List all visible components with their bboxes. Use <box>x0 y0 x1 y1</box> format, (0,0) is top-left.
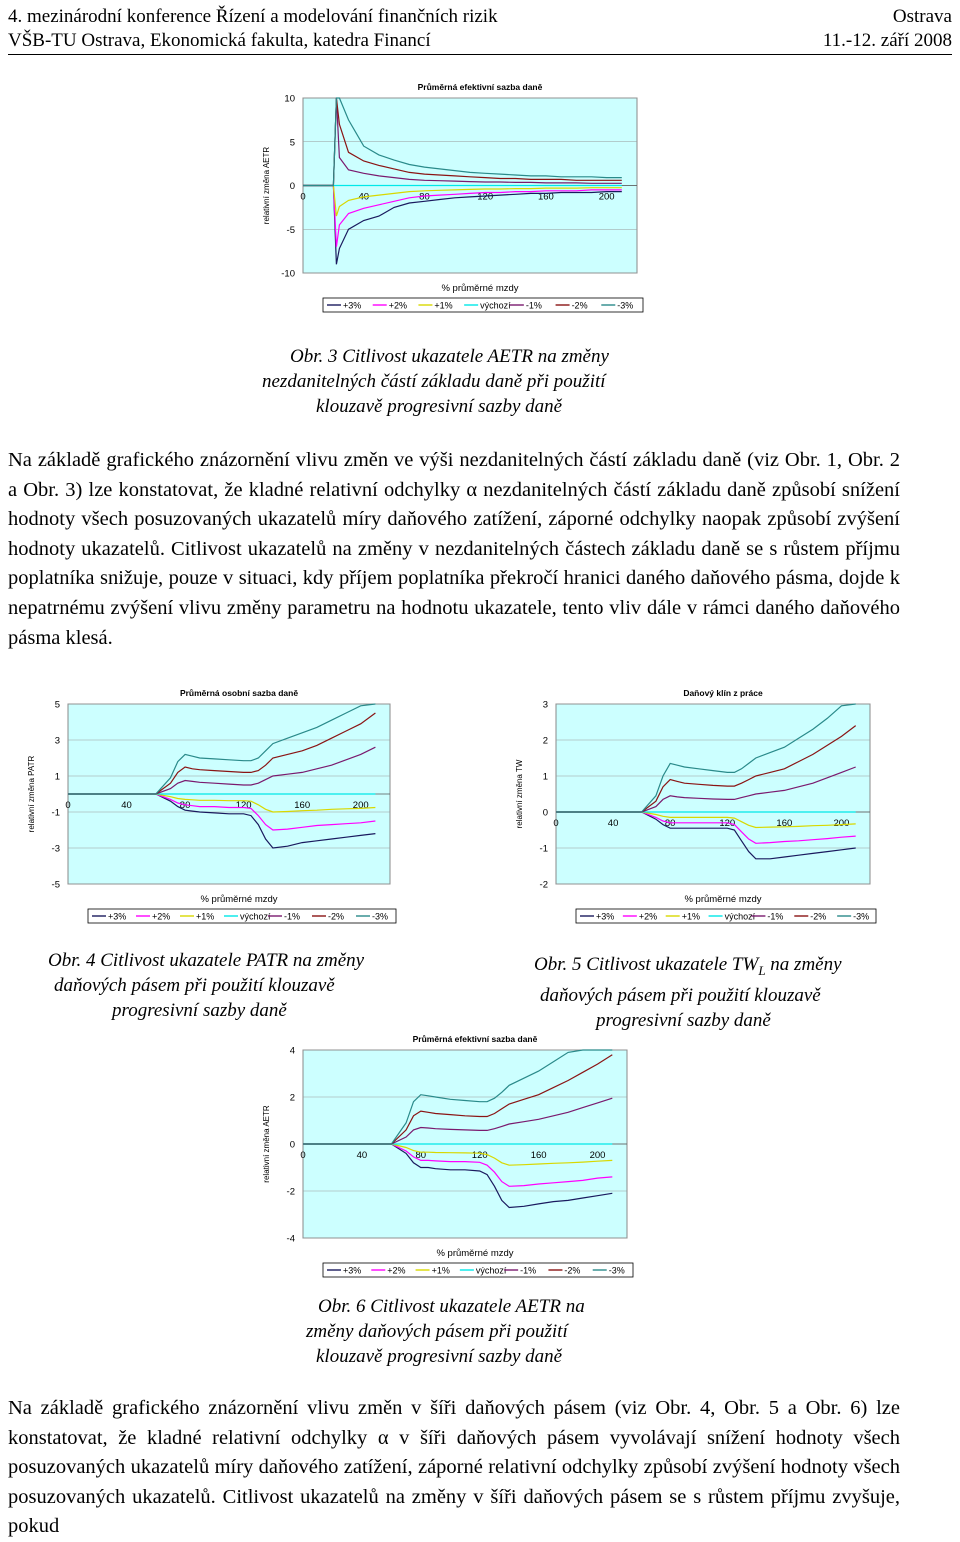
x-axis-label: % průměrné mzdy <box>436 1248 514 1259</box>
x-tick-label: 200 <box>598 191 615 203</box>
y-tick-label: 0 <box>289 181 295 192</box>
conference-date: 11.-12. září 2008 <box>822 30 952 51</box>
y-axis-label: relativní změna TW <box>515 759 524 829</box>
x-axis-label: % průměrné mzdy <box>200 894 278 905</box>
conference-header-line2 <box>8 30 952 52</box>
x-tick-label: 80 <box>419 191 430 203</box>
chart-fig6 <box>255 1030 655 1288</box>
caption-line: progresivní sazby daně <box>596 1009 771 1031</box>
conference-header-line1 <box>8 6 952 28</box>
x-tick-label: 120 <box>235 800 252 811</box>
y-tick-label: 10 <box>284 93 295 105</box>
y-tick-label: -4 <box>286 1233 295 1245</box>
legend-label: výchozí <box>724 911 756 922</box>
y-tick-label: -3 <box>51 843 60 855</box>
legend-label: +2% <box>638 911 658 922</box>
legend-label: +1% <box>196 911 215 922</box>
y-axis-label: relativní změna PATR <box>27 755 36 833</box>
legend-label: -2% <box>564 1265 581 1276</box>
legend-label: +3% <box>596 911 615 922</box>
legend-label: +2% <box>387 1265 406 1276</box>
caption-fig5 <box>534 952 914 1033</box>
y-tick-label: -5 <box>51 879 60 891</box>
y-tick-label: 5 <box>289 137 295 149</box>
y-tick-label: 2 <box>542 735 548 747</box>
legend-label: -2% <box>571 300 588 311</box>
y-tick-label: 3 <box>54 735 60 747</box>
y-tick-label: -10 <box>281 268 295 280</box>
legend-label: -2% <box>328 911 345 922</box>
legend-label: -1% <box>525 300 542 311</box>
caption-line: nezdanitelných částí základu daně při použití <box>262 371 606 392</box>
legend-label: výchozí <box>475 1265 507 1276</box>
chart-title: Daňový klín z práce <box>683 688 763 698</box>
paragraph-text: Na základě grafického znázornění vlivu změn ve výši nezdanitelných částí základu daně (viz Obr. 1, Obr. 2 a Obr. 3) lze konstatovat, že kladné relativní odchylky α nezdanitelných částí základu daně způsobí snížení hodnoty všech posuzovaných ukazatelů míry daňového zatížení, záporné odchylky naopak způsobí zvýšení hodnoty ukazatelů. Citlivost ukazatelů na změny v nezdanitelných částech základu daně se s růstem příjmu poplatníka snižuje, pouze v situaci, kdy příjem poplatníka překročí hranici daného daňového pásma, dojde k nepatrnému zvýšení vlivu změny parametru na hodnotu ukazatele, tento vliv dále v rámci daného daňového pásma klesá. <box>8 449 900 649</box>
chart-title: Průměrná efektivní sazba daně <box>412 1034 538 1044</box>
plot-area <box>556 704 870 884</box>
legend-label: +3% <box>343 1265 362 1276</box>
x-tick-label: 0 <box>553 818 559 829</box>
y-tick-label: 0 <box>542 807 548 819</box>
chart-title: Průměrná osobní sazba daně <box>179 688 299 698</box>
x-tick-label: 40 <box>358 191 370 203</box>
caption-line: změny daňových pásem při použití <box>306 1321 568 1342</box>
y-tick-label: 0 <box>289 1139 295 1151</box>
legend-label: -2% <box>810 911 827 922</box>
legend-label: -3% <box>617 300 634 311</box>
y-axis-label: relativní změna AETR <box>262 146 271 225</box>
chart-fig3 <box>255 78 665 323</box>
legend-label: -3% <box>372 911 389 922</box>
legend-label: -3% <box>608 1265 625 1276</box>
caption-fig6 <box>306 1294 666 1369</box>
paragraph-text: Na základě grafického znázornění vlivu změn v šíři daňových pásem (viz Obr. 4, Obr. 5 a Obr. 6) lze konstatovat, že kladné relativní odchylky α v šíři daňových pásem vyvolávají snížení hodnoty všech posuzovaných ukazatelů míry daňového zatížení, záporné relativní odchylky způsobí zvýšení hodnoty všech posuzovaných ukazatelů. Citlivost ukazatelů na změny v šíři daňových pásem se s růstem příjmu zvyšuje, pokud <box>8 1397 900 1538</box>
x-tick-label: 120 <box>471 1150 488 1161</box>
conference-organizer: VŠB-TU Ostrava, Ekonomická fakulta, katedra Financí <box>8 30 431 51</box>
y-tick-label: 1 <box>542 771 548 783</box>
x-axis-label: % průměrné mzdy <box>441 283 519 294</box>
x-tick-label: 40 <box>121 800 132 811</box>
x-tick-label: 80 <box>179 800 191 811</box>
y-tick-label: 4 <box>289 1045 295 1057</box>
caption-line: Obr. 3 Citlivost ukazatele AETR na změny <box>290 346 609 367</box>
x-tick-label: 160 <box>530 1150 547 1161</box>
caption-line: daňových pásem při použití klouzavě <box>54 975 335 996</box>
caption-subscript: L <box>758 962 766 978</box>
chart-fig4 <box>20 684 418 934</box>
y-axis-label: relativní změna AETR <box>262 1105 271 1183</box>
legend-label: výchozí <box>480 300 511 311</box>
legend-label: -1% <box>520 1265 537 1276</box>
paragraph-1 <box>8 446 900 653</box>
caption-line: klouzavě progresivní sazby daně <box>316 396 563 417</box>
y-tick-label: -2 <box>539 879 548 891</box>
legend-label: +1% <box>681 911 700 922</box>
chart-title: Průměrná efektivní sazba daně <box>417 82 543 92</box>
y-tick-label: 5 <box>54 699 60 711</box>
chart-fig5 <box>508 684 898 934</box>
y-tick-label: 1 <box>54 771 60 783</box>
x-tick-label: 160 <box>294 800 311 811</box>
caption-line: Obr. 6 Citlivost ukazatele AETR na <box>318 1296 585 1317</box>
x-tick-label: 160 <box>537 191 554 203</box>
legend-label: výchozí <box>240 911 271 922</box>
y-tick-label: -1 <box>539 843 548 855</box>
caption-line: daňových pásem při použití klouzavě <box>540 984 821 1006</box>
caption-line: Obr. 4 Citlivost ukazatele PATR na změny <box>48 950 365 971</box>
x-tick-label: 120 <box>719 818 736 829</box>
paragraph-2 <box>8 1394 900 1542</box>
x-tick-label: 200 <box>352 800 369 811</box>
caption-line <box>534 952 914 983</box>
legend-label: -1% <box>767 911 784 922</box>
x-tick-label: 40 <box>356 1150 368 1161</box>
x-tick-label: 160 <box>776 818 793 829</box>
caption-line: progresivní sazby daně <box>112 1000 287 1021</box>
y-tick-label: -1 <box>51 807 60 819</box>
y-tick-label: 2 <box>289 1092 295 1104</box>
x-tick-label: 120 <box>477 191 494 203</box>
x-axis-label: % průměrné mzdy <box>684 894 762 905</box>
y-tick-label: -5 <box>286 224 295 236</box>
caption-text: Obr. 5 Citlivost ukazatele TW <box>534 954 759 975</box>
legend-label: +2% <box>388 300 407 311</box>
caption-fig4 <box>48 948 428 1023</box>
x-tick-label: 0 <box>65 800 71 811</box>
legend-label: +1% <box>434 300 453 311</box>
y-tick-label: 3 <box>542 699 548 711</box>
x-tick-label: 80 <box>415 1150 427 1161</box>
conference-city: Ostrava <box>892 6 952 27</box>
caption-text: na změny <box>765 954 842 975</box>
caption-line: klouzavě progresivní sazby daně <box>316 1346 563 1367</box>
legend-label: +2% <box>152 911 171 922</box>
x-tick-label: 80 <box>664 818 676 829</box>
header-divider <box>8 54 952 55</box>
legend-label: -3% <box>853 911 870 922</box>
legend-label: +3% <box>343 300 362 311</box>
legend-label: +3% <box>108 911 127 922</box>
x-tick-label: 40 <box>607 818 619 829</box>
x-tick-label: 200 <box>589 1150 606 1161</box>
caption-fig3 <box>262 344 682 419</box>
legend-label: +1% <box>431 1265 450 1276</box>
x-tick-label: 200 <box>833 818 850 829</box>
x-tick-label: 0 <box>300 1150 306 1161</box>
conference-title: 4. mezinárodní konference Řízení a modelování finančních rizik <box>8 6 498 27</box>
x-tick-label: 0 <box>300 191 306 203</box>
legend-label: -1% <box>284 911 301 922</box>
y-tick-label: -2 <box>286 1186 295 1198</box>
